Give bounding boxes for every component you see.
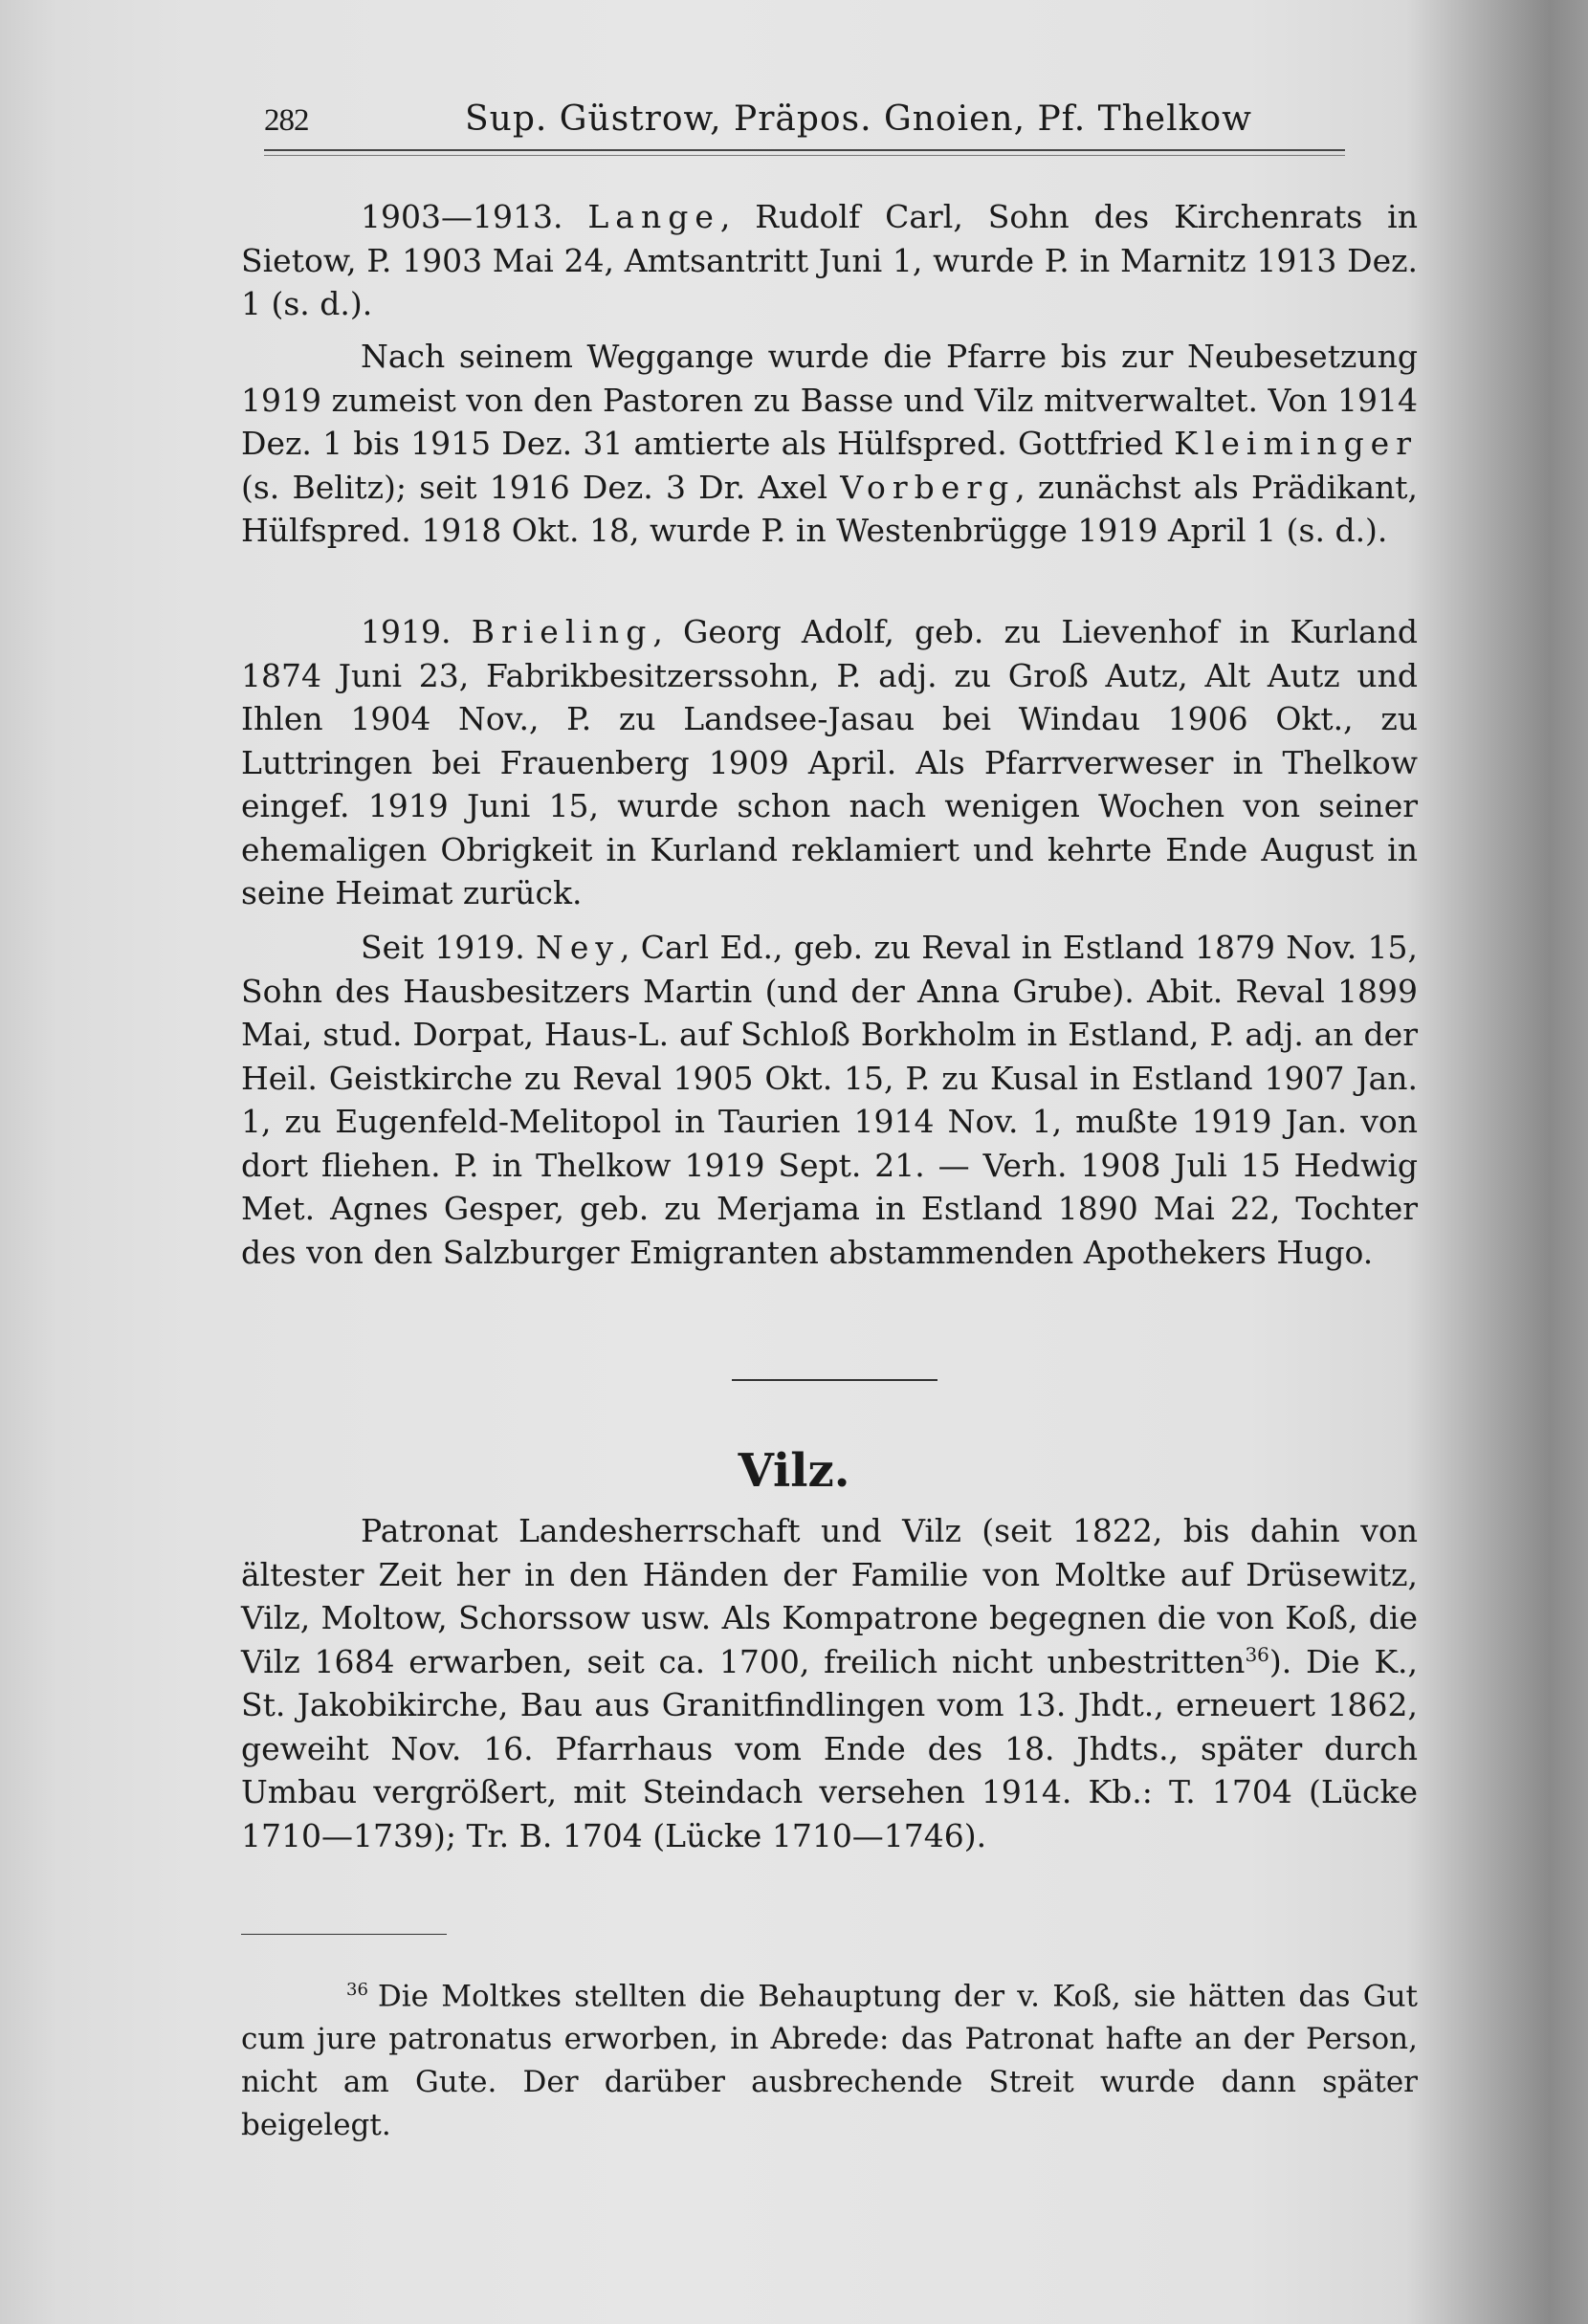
- pastor-name: Vorberg: [840, 468, 1016, 506]
- entry-text: (s. Belitz); seit 1916 Dez. 3 Dr. Axel: [241, 468, 841, 506]
- running-head: [264, 96, 1345, 153]
- entry-brieling: [241, 610, 1418, 915]
- entry-text: , zunächst als Prädikant, Hülfspred. 1918 Okt. 18, wurde P. in Westenbrügge 1919 April 1 (s. d.).: [241, 468, 1418, 549]
- section-text: Patronat Landesherrschaft und Vilz (seit 1822, bis dahin von ältester Zeit her in den Händen der Familie von Moltke auf Drüsewitz, Vilz, Moltow, Schorssow usw. Als Kompatrone begegnen die von Koß, die Vilz 1684 erwarben, seit ca. 1700, freilich nicht unbestritten: [241, 1512, 1418, 1680]
- footnote-rule: [241, 1934, 447, 1935]
- entry-dates: Seit 1919.: [361, 929, 525, 966]
- pastor-name: Kleiminger: [1174, 425, 1418, 462]
- entry-ney: [241, 926, 1418, 1274]
- pastor-name: Lange: [587, 198, 720, 235]
- entry-text: , Carl Ed., geb. zu Reval in Estland 1879 Nov. 15, Sohn des Hausbesitzers Martin (und der Anna Grube). Abit. Reval 1899 Mai, stud. Dorpat, Haus-L. auf Schloß Borkholm in Estland, P. adj. an der Heil. Geistkirche zu Reval 1905 Okt. 15, P. zu Kusal in Estland 1907 Jan. 1, zu Eugenfeld-Melitopol in Taurien 1914 Nov. 1, mußte 1919 Jan. von dort fliehen. P. in Thelkow 1919 Sept. 21. — Verh. 1908 Juli 15 Hedwig Met. Agnes Gesper, geb. zu Merjama in Estland 1890 Mai 22, Tochter des von den Salzburger Emigranten abstammenden Apothekers Hugo.: [241, 929, 1418, 1271]
- section-vilz-body: [241, 1509, 1418, 1857]
- entry-interim: [241, 335, 1418, 553]
- pastor-name: Brieling: [471, 613, 653, 650]
- page-number: 282: [264, 103, 309, 138]
- entry-text: , Rudolf Carl, Sohn des Kirchenrats in Sietow, P. 1903 Mai 24, Amtsantritt Juni 1, wurde P. in Marnitz 1913 Dez. 1 (s. d.).: [241, 198, 1418, 322]
- section-title: Vilz.: [738, 1444, 850, 1498]
- footnote-paragraph: [241, 1968, 1418, 2147]
- entry-dates: 1919.: [361, 613, 452, 650]
- paragraph: [241, 926, 1418, 1274]
- entry-lange: [241, 195, 1418, 326]
- entry-text: , Georg Adolf, geb. zu Lievenhof in Kurland 1874 Juni 23, Fabrikbesitzerssohn, P. adj. zu Groß Autz, Alt Autz und Ihlen 1904 Nov., P. zu Landsee-Jasau bei Windau 1906 Okt., zu Luttringen bei Frauenberg 1909 April. Als Pfarrverweser in Thelkow eingef. 1919 Juni 15, wurde schon nach wenigen Wochen von seiner ehemaligen Obrigkeit in Kurland reklamiert und kehrte Ende August in seine Heimat zurück.: [241, 613, 1418, 911]
- entry-dates: 1903—1913.: [361, 198, 563, 235]
- pastor-name: Ney: [535, 929, 621, 966]
- footnote: [241, 1968, 1418, 2147]
- header-rule: [264, 149, 1345, 151]
- paragraph: [241, 335, 1418, 553]
- section-text: ). Die K., St. Jakobikirche, Bau aus Granitfindlingen vom 13. Jhdt., erneuert 1862, geweiht Nov. 16. Pfarrhaus vom Ende des 18. Jhdts., später durch Umbau vergrößert, mit Steindach versehen 1914. Kb.: T. 1704 (Lücke 1710—1739); Tr. B. 1704 (Lücke 1710—1746).: [241, 1642, 1418, 1854]
- footnote-mark: 36: [346, 1980, 368, 2000]
- paragraph: [241, 1509, 1418, 1857]
- entry-text: Nach seinem Weggange wurde die Pfarre bis zur Neubesetzung 1919 zumeist von den Pastoren zu Basse und Vilz mitverwaltet. Von 1914 Dez. 1 bis 1915 Dez. 31 amtierte als Hülfspred. Gottfried: [241, 338, 1418, 462]
- footnote-text: Die Moltkes stellten die Behauptung der v. Koß, sie hätten das Gut cum jure patronatus erworben, in Abrede: das Patronat hafte an der Person, nicht am Gute. Der darüber ausbrechende Streit wurde dann später beigelegt.: [241, 1979, 1418, 2143]
- header-rule-thin: [264, 155, 1345, 156]
- section-divider: [732, 1379, 937, 1381]
- paragraph: [241, 195, 1418, 326]
- paragraph: [241, 610, 1418, 915]
- footnote-reference[interactable]: 36: [1245, 1642, 1269, 1666]
- running-title: Sup. Güstrow, Präpos. Gnoien, Pf. Thelkow: [465, 99, 1252, 139]
